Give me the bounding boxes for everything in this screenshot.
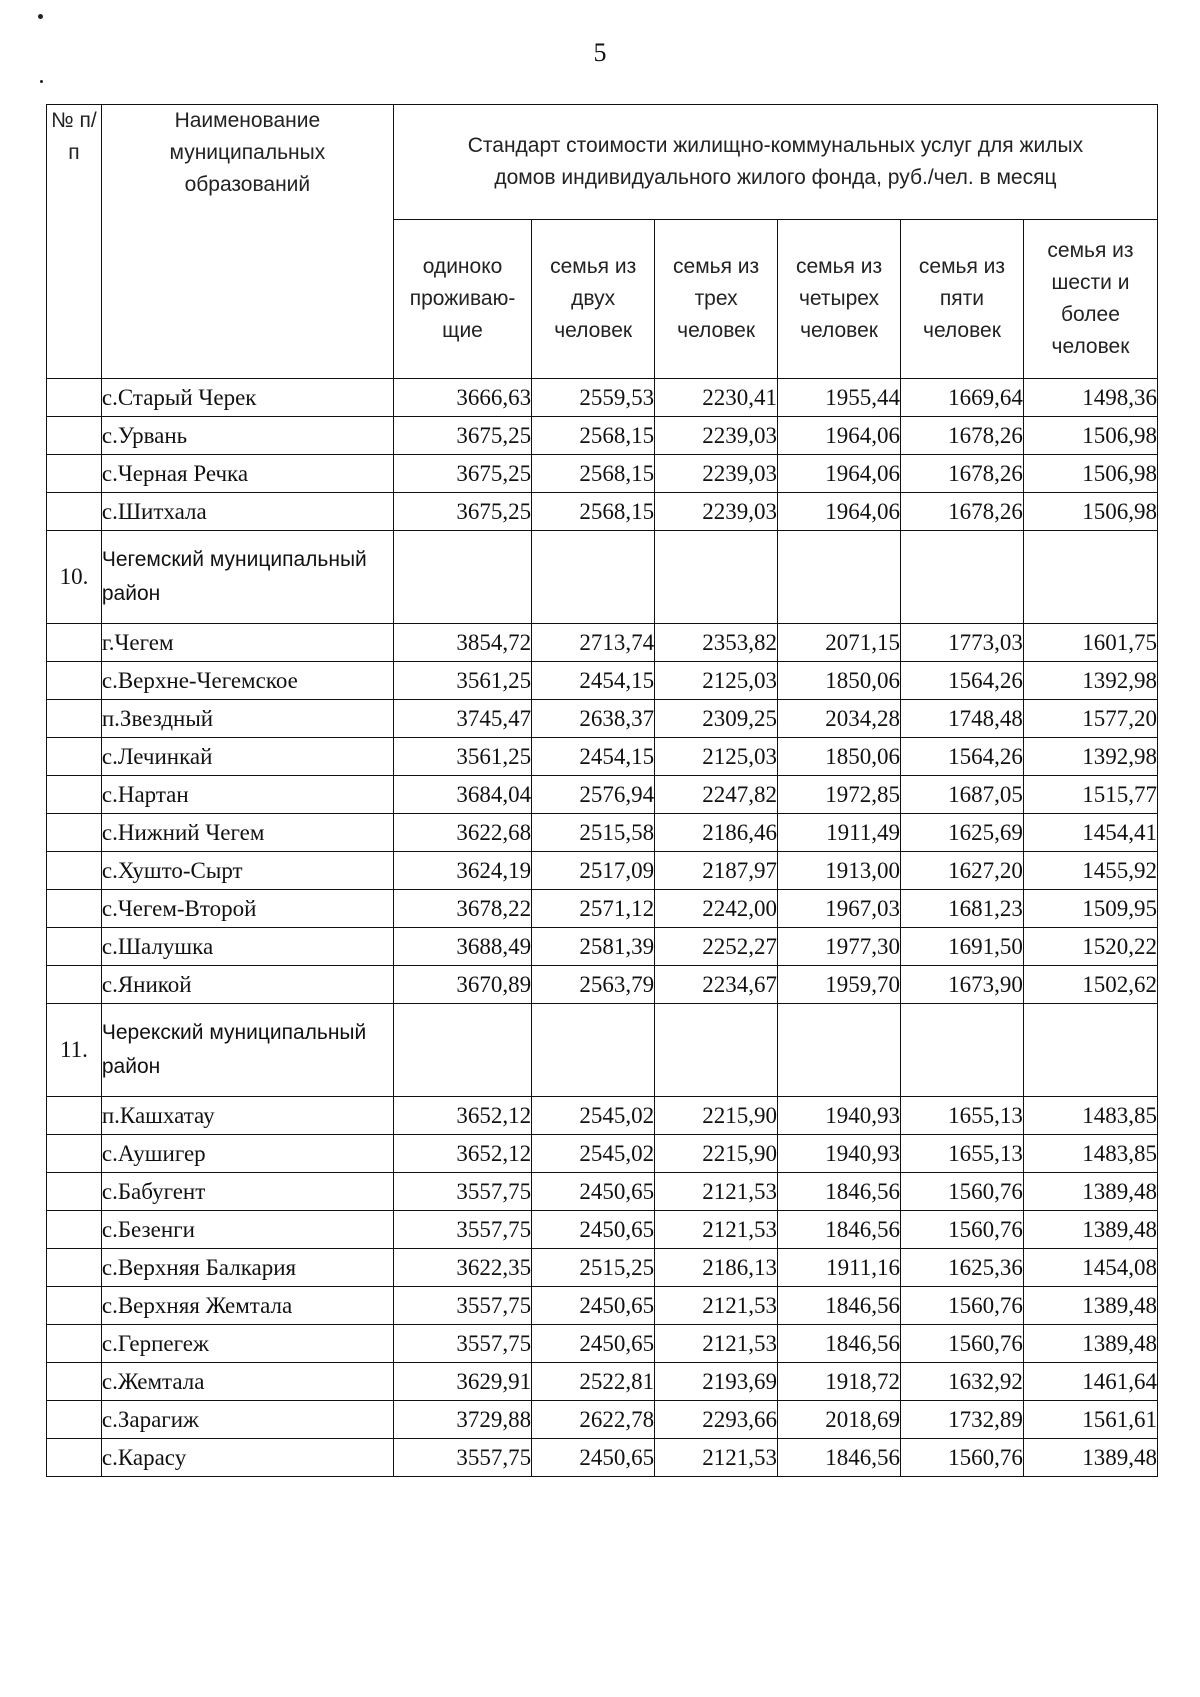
cost-value: 2239,03: [655, 493, 778, 531]
cost-value: 1846,56: [778, 1325, 901, 1363]
cost-value: 1389,48: [1023, 1439, 1157, 1477]
header-col-family-2: семья из двух человек: [532, 220, 655, 379]
cost-value: 2545,02: [532, 1097, 655, 1135]
cost-value: 3666,63: [393, 379, 531, 417]
cost-value: 2713,74: [532, 624, 655, 662]
cost-value: 1918,72: [778, 1363, 901, 1401]
cost-value: 2568,15: [532, 493, 655, 531]
cost-value: 1560,76: [900, 1439, 1023, 1477]
cost-value: 1773,03: [900, 624, 1023, 662]
settlement-name: с.Аушигер: [101, 1135, 393, 1173]
table-row: [47, 1439, 1158, 1477]
cost-value: 1625,69: [900, 814, 1023, 852]
empty-cell: [655, 531, 778, 624]
cost-value: 1850,06: [778, 662, 901, 700]
cost-value: 3652,12: [393, 1097, 531, 1135]
cost-value: 1502,62: [1023, 966, 1157, 1004]
cost-value: 1846,56: [778, 1173, 901, 1211]
empty-cell: [532, 531, 655, 624]
cost-value: 2242,00: [655, 890, 778, 928]
header-col-family-4: семья из четырех человек: [778, 220, 901, 379]
cost-value: 2450,65: [532, 1325, 655, 1363]
cost-value: 1846,56: [778, 1211, 901, 1249]
district-row: [47, 1004, 1158, 1097]
cost-value: 2522,81: [532, 1363, 655, 1401]
cost-value: 3561,25: [393, 738, 531, 776]
row-number-cell: [47, 1325, 102, 1363]
empty-cell: [1023, 531, 1157, 624]
cost-value: 2545,02: [532, 1135, 655, 1173]
cost-value: 1560,76: [900, 1287, 1023, 1325]
cost-value: 2215,90: [655, 1135, 778, 1173]
cost-value: 2230,41: [655, 379, 778, 417]
cost-value: 1561,61: [1023, 1401, 1157, 1439]
table-row: [47, 966, 1158, 1004]
settlement-name: с.Яникой: [101, 966, 393, 1004]
row-number-cell: [47, 1287, 102, 1325]
cost-value: 1392,98: [1023, 738, 1157, 776]
cost-value: 2186,46: [655, 814, 778, 852]
cost-value: 1678,26: [900, 493, 1023, 531]
table-row: [47, 1363, 1158, 1401]
cost-value: 1454,41: [1023, 814, 1157, 852]
cost-value: 1655,13: [900, 1135, 1023, 1173]
cost-value: 2450,65: [532, 1211, 655, 1249]
table-row: [47, 890, 1158, 928]
cost-value: 1964,06: [778, 417, 901, 455]
empty-cell: [1023, 1004, 1157, 1097]
table-row: [47, 852, 1158, 890]
row-number-cell: [47, 379, 102, 417]
district-number: 11.: [47, 1004, 102, 1097]
empty-cell: [393, 531, 531, 624]
settlement-name: с.Верхняя Жемтала: [101, 1287, 393, 1325]
page-number: 5: [593, 38, 607, 67]
cost-value: 2638,37: [532, 700, 655, 738]
cost-value: 2034,28: [778, 700, 901, 738]
table-row: [47, 379, 1158, 417]
header-col-single: одиноко проживаю- щие: [393, 220, 531, 379]
cost-value: 1972,85: [778, 776, 901, 814]
cost-value: 3557,75: [393, 1173, 531, 1211]
cost-value: 3629,91: [393, 1363, 531, 1401]
cost-value: 1515,77: [1023, 776, 1157, 814]
cost-value: 2353,82: [655, 624, 778, 662]
table-row: [47, 417, 1158, 455]
cost-value: 2563,79: [532, 966, 655, 1004]
cost-value: 1455,92: [1023, 852, 1157, 890]
cost-value: 1678,26: [900, 417, 1023, 455]
settlement-name: с.Бабугент: [101, 1173, 393, 1211]
header-col-family-3: семья из трех человек: [655, 220, 778, 379]
settlement-name: с.Урвань: [101, 417, 393, 455]
cost-value: 2559,53: [532, 379, 655, 417]
row-number-cell: [47, 966, 102, 1004]
cost-value: 2239,03: [655, 417, 778, 455]
cost-value: 2252,27: [655, 928, 778, 966]
cost-value: 2576,94: [532, 776, 655, 814]
row-number-cell: [47, 1363, 102, 1401]
cost-value: 2121,53: [655, 1439, 778, 1477]
cost-value: 2193,69: [655, 1363, 778, 1401]
cost-value: 1577,20: [1023, 700, 1157, 738]
cost-value: 2568,15: [532, 417, 655, 455]
settlement-name: г.Чегем: [101, 624, 393, 662]
cost-value: 3675,25: [393, 455, 531, 493]
row-number-cell: [47, 890, 102, 928]
empty-cell: [393, 1004, 531, 1097]
cost-value: 2454,15: [532, 662, 655, 700]
cost-value: 3670,89: [393, 966, 531, 1004]
cost-value: 1461,64: [1023, 1363, 1157, 1401]
table-body: [47, 379, 1158, 1477]
cost-value: 1967,03: [778, 890, 901, 928]
district-name: Чегемский муниципальный район: [101, 531, 393, 624]
cost-value: 3622,35: [393, 1249, 531, 1287]
table-row: [47, 662, 1158, 700]
settlement-name: с.Карасу: [101, 1439, 393, 1477]
header-cost-standard: Стандарт стоимости жилищно-коммунальных услуг для жилых домов индивидуального жилого фонда, руб./чел. в месяц: [393, 105, 1157, 220]
settlement-name: с.Чегем-Второй: [101, 890, 393, 928]
table-row: [47, 1211, 1158, 1249]
table-row: [47, 700, 1158, 738]
cost-value: 1911,49: [778, 814, 901, 852]
cost-value: 1632,92: [900, 1363, 1023, 1401]
cost-value: 3745,47: [393, 700, 531, 738]
cost-value: 1483,85: [1023, 1097, 1157, 1135]
cost-value: 2293,66: [655, 1401, 778, 1439]
cost-value: 2622,78: [532, 1401, 655, 1439]
table-row: [47, 455, 1158, 493]
settlement-name: с.Нартан: [101, 776, 393, 814]
cost-value: 2121,53: [655, 1325, 778, 1363]
settlement-name: с.Хушто-Сырт: [101, 852, 393, 890]
settlement-name: с.Зарагиж: [101, 1401, 393, 1439]
cost-value: 1959,70: [778, 966, 901, 1004]
table-row: [47, 1401, 1158, 1439]
cost-value: 3688,49: [393, 928, 531, 966]
table-row: [47, 1135, 1158, 1173]
cost-value: 1964,06: [778, 455, 901, 493]
table-row: [47, 1097, 1158, 1135]
cost-value: 2186,13: [655, 1249, 778, 1287]
cost-value: 1846,56: [778, 1439, 901, 1477]
settlement-name: с.Старый Черек: [101, 379, 393, 417]
cost-value: 1940,93: [778, 1097, 901, 1135]
empty-cell: [778, 1004, 901, 1097]
settlement-name: с.Герпегеж: [101, 1325, 393, 1363]
cost-value: 1977,30: [778, 928, 901, 966]
row-number-cell: [47, 700, 102, 738]
settlement-name: с.Шалушка: [101, 928, 393, 966]
cost-value: 3557,75: [393, 1439, 531, 1477]
cost-value: 1520,22: [1023, 928, 1157, 966]
table-row: [47, 928, 1158, 966]
row-number-cell: [47, 928, 102, 966]
cost-value: 1506,98: [1023, 417, 1157, 455]
cost-value: 1687,05: [900, 776, 1023, 814]
cost-value: 1483,85: [1023, 1135, 1157, 1173]
settlement-name: с.Безенги: [101, 1211, 393, 1249]
district-row: [47, 531, 1158, 624]
cost-value: 1678,26: [900, 455, 1023, 493]
cost-standard-table: [46, 104, 1158, 1477]
cost-value: 1955,44: [778, 379, 901, 417]
row-number-cell: [47, 493, 102, 531]
cost-value: 1846,56: [778, 1287, 901, 1325]
row-number-cell: [47, 455, 102, 493]
cost-value: 3557,75: [393, 1211, 531, 1249]
cost-value: 2515,58: [532, 814, 655, 852]
cost-value: 3675,25: [393, 493, 531, 531]
empty-cell: [532, 1004, 655, 1097]
scan-speck: [38, 14, 43, 19]
header-col-family-6plus: семья из шести и более человек: [1023, 220, 1157, 379]
cost-value: 1560,76: [900, 1173, 1023, 1211]
row-number-cell: [47, 1211, 102, 1249]
cost-value: 2239,03: [655, 455, 778, 493]
settlement-name: п.Кашхатау: [101, 1097, 393, 1135]
cost-value: 3729,88: [393, 1401, 531, 1439]
row-number-cell: [47, 1401, 102, 1439]
cost-value: 2125,03: [655, 738, 778, 776]
cost-value: 1625,36: [900, 1249, 1023, 1287]
settlement-name: с.Жемтала: [101, 1363, 393, 1401]
row-number-cell: [47, 417, 102, 455]
cost-value: 1673,90: [900, 966, 1023, 1004]
cost-value: 1389,48: [1023, 1211, 1157, 1249]
cost-value: 1506,98: [1023, 493, 1157, 531]
cost-value: 2234,67: [655, 966, 778, 1004]
row-number-cell: [47, 814, 102, 852]
settlement-name: с.Верхне-Чегемское: [101, 662, 393, 700]
row-number-cell: [47, 776, 102, 814]
district-name: Черекский муниципальный район: [101, 1004, 393, 1097]
cost-value: 2018,69: [778, 1401, 901, 1439]
cost-value: 2450,65: [532, 1173, 655, 1211]
empty-cell: [778, 531, 901, 624]
cost-value: 1506,98: [1023, 455, 1157, 493]
cost-value: 1509,95: [1023, 890, 1157, 928]
cost-value: 1389,48: [1023, 1287, 1157, 1325]
cost-value: 2125,03: [655, 662, 778, 700]
row-number-cell: [47, 1135, 102, 1173]
empty-cell: [900, 1004, 1023, 1097]
scan-speck: [40, 80, 43, 83]
table-row: [47, 1287, 1158, 1325]
cost-value: 2568,15: [532, 455, 655, 493]
table-row: [47, 814, 1158, 852]
cost-value: 2450,65: [532, 1287, 655, 1325]
cost-value: 1911,16: [778, 1249, 901, 1287]
cost-value: 3557,75: [393, 1325, 531, 1363]
cost-value: 1748,48: [900, 700, 1023, 738]
empty-cell: [900, 531, 1023, 624]
cost-value: 1392,98: [1023, 662, 1157, 700]
cost-value: 1691,50: [900, 928, 1023, 966]
district-number: 10.: [47, 531, 102, 624]
cost-value: 3624,19: [393, 852, 531, 890]
row-number-cell: [47, 624, 102, 662]
cost-value: 3684,04: [393, 776, 531, 814]
cost-value: 2121,53: [655, 1287, 778, 1325]
cost-value: 2121,53: [655, 1211, 778, 1249]
row-number-cell: [47, 852, 102, 890]
row-number-cell: [47, 1439, 102, 1477]
cost-value: 2450,65: [532, 1439, 655, 1477]
table-row: [47, 1249, 1158, 1287]
cost-value: 2215,90: [655, 1097, 778, 1135]
cost-value: 1850,06: [778, 738, 901, 776]
cost-value: 1560,76: [900, 1211, 1023, 1249]
cost-value: 1389,48: [1023, 1173, 1157, 1211]
row-number-cell: [47, 1173, 102, 1211]
table-row: [47, 493, 1158, 531]
cost-value: 1964,06: [778, 493, 901, 531]
cost-value: 2247,82: [655, 776, 778, 814]
cost-value: 3561,25: [393, 662, 531, 700]
settlement-name: с.Верхняя Балкария: [101, 1249, 393, 1287]
cost-value: 2581,39: [532, 928, 655, 966]
cost-value: 1564,26: [900, 738, 1023, 776]
cost-value: 3678,22: [393, 890, 531, 928]
cost-value: 1498,36: [1023, 379, 1157, 417]
table-row: [47, 776, 1158, 814]
row-number-cell: [47, 738, 102, 776]
cost-value: 1454,08: [1023, 1249, 1157, 1287]
cost-value: 1560,76: [900, 1325, 1023, 1363]
cost-value: 1627,20: [900, 852, 1023, 890]
row-number-cell: [47, 1249, 102, 1287]
cost-value: 2515,25: [532, 1249, 655, 1287]
settlement-name: с.Нижний Чегем: [101, 814, 393, 852]
table-row: [47, 738, 1158, 776]
cost-value: 1732,89: [900, 1401, 1023, 1439]
cost-value: 2309,25: [655, 700, 778, 738]
table-row: [47, 1173, 1158, 1211]
cost-value: 1681,23: [900, 890, 1023, 928]
cost-value: 3675,25: [393, 417, 531, 455]
cost-value: 1601,75: [1023, 624, 1157, 662]
row-number-cell: [47, 1097, 102, 1135]
cost-value: 3652,12: [393, 1135, 531, 1173]
settlement-name: с.Лечинкай: [101, 738, 393, 776]
settlement-name: с.Шитхала: [101, 493, 393, 531]
cost-value: 1564,26: [900, 662, 1023, 700]
cost-value: 2571,12: [532, 890, 655, 928]
cost-value: 3854,72: [393, 624, 531, 662]
cost-value: 1655,13: [900, 1097, 1023, 1135]
cost-value: 2187,97: [655, 852, 778, 890]
cost-value: 1940,93: [778, 1135, 901, 1173]
settlement-name: с.Черная Речка: [101, 455, 393, 493]
row-number-cell: [47, 662, 102, 700]
header-number: № п/п: [47, 105, 102, 379]
settlement-name: п.Звездный: [101, 700, 393, 738]
cost-value: 1669,64: [900, 379, 1023, 417]
cost-value: 1389,48: [1023, 1325, 1157, 1363]
cost-value: 3622,68: [393, 814, 531, 852]
cost-value: 2121,53: [655, 1173, 778, 1211]
cost-value: 3557,75: [393, 1287, 531, 1325]
cost-value: 1913,00: [778, 852, 901, 890]
header-col-family-5: семья из пяти человек: [900, 220, 1023, 379]
header-municipality-name: Наименование муниципальных образований: [101, 105, 393, 379]
table-row: [47, 624, 1158, 662]
empty-cell: [655, 1004, 778, 1097]
table-row: [47, 1325, 1158, 1363]
cost-value: 2454,15: [532, 738, 655, 776]
cost-value: 2071,15: [778, 624, 901, 662]
cost-value: 2517,09: [532, 852, 655, 890]
